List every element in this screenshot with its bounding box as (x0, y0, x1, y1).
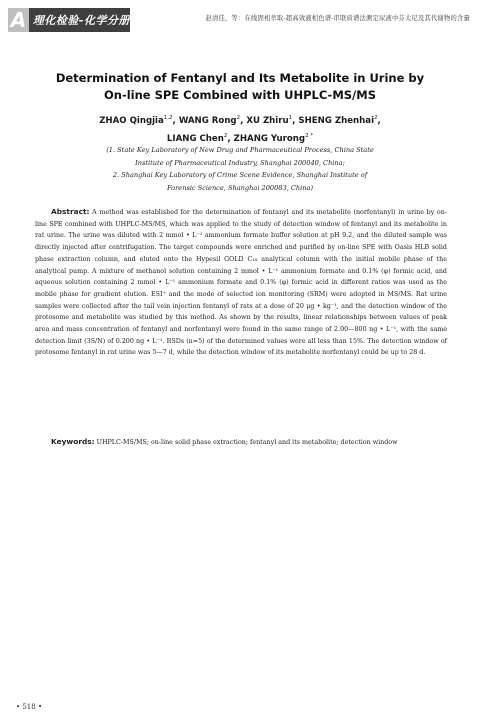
page-header (0, 0, 480, 44)
author-affil: 2 (374, 115, 378, 121)
keywords (35, 436, 447, 449)
author-affil: 2 (236, 115, 241, 121)
author-name: ZHANG Yurong (233, 133, 306, 144)
abstract-text: A method was established for the determination of fentanyl and its metabolite (norfentanyl) in urine by on-line SPE combined with UHPLC-MS/MS, which was applied to the study of detection window of fentanyl and its metabolite in rat urine. The urine was diluted with 2 mmol • L⁻¹ ammonium formate buffer solution at pH 9.2, and the diluted sample was directly injected after centrifugation. The target compounds were enriched and purified by on-line SPE with Oasis HLB solid phase extraction column, and eluted onto the Hypesil GOLD C₁₈ analytical column with the initial mobile phase of the analytical pump. A mixture of methanol solution containing 2 mmol • L⁻¹ ammonium formate and 0.1% (φ) formic acid, and aqueous solution containing 2 mmol • L⁻¹ ammonium formate and 0.1% (φ) formic acid in different ratios was used as the mobile phase for gradient elution. ESI⁺ and the mode of selected ion monitoring (SRM) were adopted in MS/MS. Rat urine samples were collected after the tail vein injection fentanyl of rats at a dose of 20 μg • kg⁻¹, and the detection window of the protosome and metabolite was studied by this method. As shown by the results, linear relationships between values of peak area and mass concentration of fentanyl and norfentanyl were found in the same range of 2.00—800 ng • L⁻¹, with the same detection limit (3S/N) of 0.200 ng • L⁻¹. RSDs (n=5) of the determined values were all less than 15%. The detection window of protosome fentanyl in rat urine was 5—7 d, while the detection window of its metabolite norfentanyl could be up to 28 d. (35, 209, 447, 357)
affiliation-line: 2. Shanghai Key Laboratory of Crime Scene Evidence, Shanghai Institute of (112, 171, 368, 180)
keywords-label: Keywords: (51, 437, 95, 446)
author-affil: 1 (288, 115, 293, 121)
affiliation-line: Institute of Pharmaceutical Industry, Shanghai 200040, China; (135, 158, 345, 167)
page-number: • 518 • (16, 703, 43, 711)
author-affil: 1,2 (163, 115, 173, 121)
author-name: ZHAO Qingjia (99, 115, 164, 126)
author-affil: 2 * (305, 132, 314, 139)
paper-title (40, 70, 440, 104)
author-name: XU Zhiru (246, 115, 289, 126)
affiliation-line: Forensic Science, Shanghai 200083, China) (166, 183, 314, 192)
author-name: LIANG Chen (166, 133, 224, 144)
author-name: WANG Rong (178, 115, 237, 126)
affiliations (40, 144, 440, 194)
journal-name: 理化检验-化学分册 (32, 14, 130, 27)
title-line-2: On-line SPE Combined with UHPLC-MS/MS (103, 88, 376, 102)
keywords-text: UHPLC-MS/MS; on-line solid phase extraction; fentanyl and its metabolite; detection window (96, 439, 398, 446)
author-list (40, 111, 440, 147)
journal-logo (8, 8, 130, 32)
abstract (35, 206, 447, 359)
running-head: 赵清佳，等：在线固相萃取-超高效液相色谱-串联质谱法测定尿液中芬太尼及其代谢物的含量 (205, 15, 470, 22)
author-line-2: LIANG Chen$^2$, ZHANG Yurong$^{2 *}$ (166, 132, 314, 144)
logo-letter: A (8, 8, 29, 32)
author-line-1: ZHAO Qingjia$^{1,2}$, WANG Rong$^2$, XU Zhiru$^1$, SHENG Zhenhai$^2$, (99, 115, 381, 126)
abstract-label: Abstract: (51, 207, 90, 216)
author-name: SHENG Zhenhai (298, 115, 375, 126)
affiliation-line: (1. State Key Laboratory of New Drug and Pharmaceutical Process, China State (106, 146, 374, 154)
title-line-1: Determination of Fentanyl and Its Metabolite in Urine by (55, 71, 425, 85)
author-affil: 2 (223, 132, 228, 139)
